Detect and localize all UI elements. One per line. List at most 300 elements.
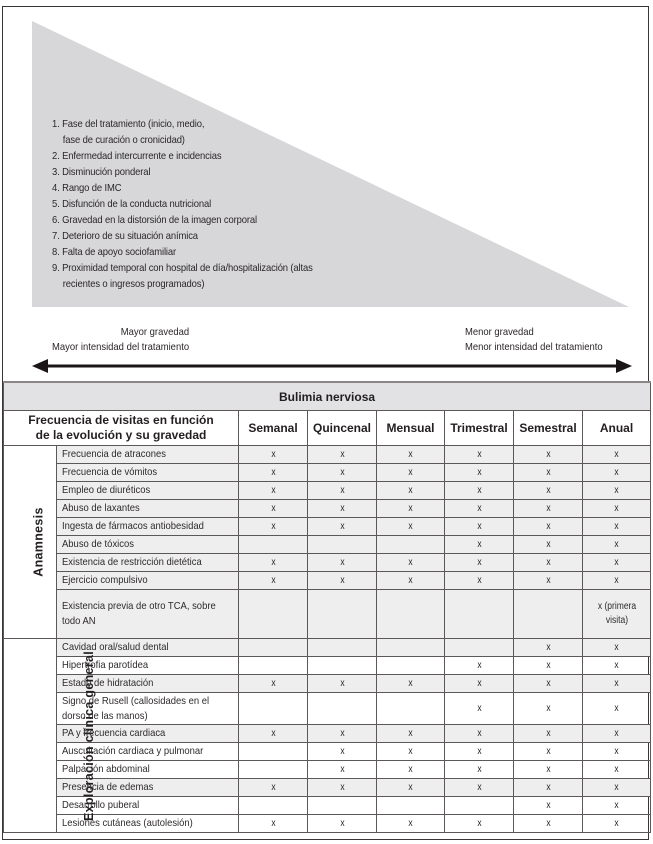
frequency-mark: x (408, 466, 413, 478)
frequency-mark-cell (514, 815, 583, 833)
frequency-mark: x (476, 702, 482, 714)
frequency-mark-cell (514, 554, 583, 572)
frequency-mark: x (614, 556, 619, 568)
frequency-mark-cell (445, 446, 514, 464)
frequency-mark-cell (445, 779, 514, 797)
factor-list (52, 116, 313, 292)
frequency-mark-cell (583, 693, 651, 725)
row-item-label (57, 693, 239, 725)
frequency-mark: x (408, 574, 413, 586)
table-row (4, 446, 651, 464)
frequency-mark-cell (583, 779, 651, 797)
group-label: Exploración clínica general (81, 650, 96, 821)
scale-low-severity: Menor gravedad (465, 326, 534, 338)
frequency-mark: x (476, 727, 482, 739)
frequency-mark: x (339, 484, 345, 496)
group-label: Anamnesis (31, 507, 46, 577)
frequency-mark-cell (239, 464, 308, 482)
factor-item: 6. Gravedad en la distorsión de la imagen corporal (52, 214, 257, 226)
frequency-mark: x (339, 574, 345, 586)
row-item-text: Ejercicio compulsivo (62, 574, 148, 586)
frequency-mark-cell (239, 779, 308, 797)
frequency-mark-cell (514, 572, 583, 590)
frequency-mark: x (408, 727, 413, 739)
frequency-mark-cell (583, 446, 651, 464)
frequency-mark-cell (377, 675, 445, 693)
frequency-mark-cell (308, 500, 377, 518)
frequency-mark-cell (377, 761, 445, 779)
corner-header (4, 411, 239, 446)
frequency-mark-cell (239, 675, 308, 693)
frequency-mark-cell (583, 500, 651, 518)
factor-item-continuation: fase de curación o cronicidad) (62, 134, 185, 146)
frequency-mark: x (545, 484, 551, 496)
frequency-mark: x (545, 745, 551, 757)
frequency-mark-cell (583, 590, 651, 639)
frequency-mark: x (614, 659, 619, 671)
row-item-label (57, 725, 239, 743)
frequency-mark-cell (308, 657, 377, 675)
frequency-mark-cell (445, 464, 514, 482)
column-header-semanal: Semanal (239, 411, 308, 446)
frequency-mark-cell (239, 693, 308, 725)
frequency-mark: x (545, 502, 551, 514)
frequency-mark-cell (583, 554, 651, 572)
frequency-mark-cell (377, 500, 445, 518)
table-row (4, 536, 651, 554)
severity-diagram (3, 7, 650, 379)
frequency-mark: x (545, 641, 551, 653)
frequency-mark: x (270, 484, 276, 496)
table-row (4, 797, 651, 815)
frequency-mark-cell (239, 500, 308, 518)
frequency-mark: x (270, 817, 276, 829)
frequency-mark-cell (445, 536, 514, 554)
frequency-mark-cell (377, 446, 445, 464)
row-item-text: Lesiones cutáneas (autolesión) (62, 817, 193, 829)
frequency-mark: x (408, 520, 413, 532)
frequency-mark: x (408, 763, 413, 775)
frequency-mark-cell (514, 797, 583, 815)
frequency-mark-cell (445, 572, 514, 590)
frequency-mark: x (270, 727, 276, 739)
frequency-mark: x (614, 466, 619, 478)
frequency-mark-cell (583, 464, 651, 482)
frequency-mark-cell (239, 536, 308, 554)
frequency-mark-cell (239, 482, 308, 500)
column-header-semestral: Semestral (514, 411, 583, 446)
frequency-mark: x (476, 448, 482, 460)
factor-item: 5. Disfunción de la conducta nutricional (52, 198, 212, 210)
frequency-mark: x (476, 502, 482, 514)
factor-item: 1. Fase del tratamiento (inicio, medio, (52, 118, 205, 130)
frequency-mark: x (614, 763, 619, 775)
frequency-mark-cell (583, 815, 651, 833)
row-item-text: Frecuencia de atracones (62, 448, 167, 460)
frequency-mark: x (476, 538, 482, 550)
frequency-mark-cell (514, 482, 583, 500)
frequency-mark-cell (308, 725, 377, 743)
frequency-mark-cell (377, 725, 445, 743)
frequency-mark-cell (583, 572, 651, 590)
frequency-mark-cell (239, 446, 308, 464)
frequency-mark-cell (514, 518, 583, 536)
frequency-mark-cell (514, 779, 583, 797)
frequency-mark-cell (583, 536, 651, 554)
frequency-mark-cell (239, 554, 308, 572)
row-item-label (57, 590, 239, 639)
table-row (4, 482, 651, 500)
frequency-mark: x (545, 466, 551, 478)
row-item-text: Palpación abdominal (62, 763, 150, 775)
frequency-mark: x (408, 556, 413, 568)
frequency-mark: x (408, 677, 413, 689)
frequency-mark-cell (239, 518, 308, 536)
scale-label-low (465, 325, 603, 355)
frequency-mark: x (339, 448, 345, 460)
frequency-mark: x (545, 574, 551, 586)
frequency-mark: x (339, 763, 345, 775)
row-item-text: Abuso de laxantes (62, 502, 140, 514)
row-item-text: Existencia previa de otro TCA, sobre todo AN (62, 600, 216, 627)
row-item-text: Desarrollo puberal (62, 799, 140, 811)
frequency-mark: x (614, 484, 619, 496)
frequency-mark: x (545, 677, 551, 689)
frequency-mark-cell (514, 639, 583, 657)
frequency-mark: x (270, 556, 276, 568)
arrow-head-right (616, 359, 632, 373)
frequency-mark-cell (308, 590, 377, 639)
frequency-mark: x (339, 502, 345, 514)
frequency-mark: x (545, 781, 551, 793)
frequency-mark-cell (377, 779, 445, 797)
frequency-mark: x (614, 538, 619, 550)
frequency-mark: x (339, 556, 345, 568)
frequency-mark-cell (583, 482, 651, 500)
frequency-mark: x (614, 817, 619, 829)
frequency-mark: x (270, 520, 276, 532)
frequency-mark-cell (445, 693, 514, 725)
frequency-mark-cell (308, 482, 377, 500)
row-item-label (57, 464, 239, 482)
column-header-quincenal: Quincenal (308, 411, 377, 446)
frequency-mark-cell (308, 761, 377, 779)
frequency-mark: x (339, 745, 345, 757)
table-row (4, 761, 651, 779)
frequency-mark: x (270, 574, 276, 586)
frequency-mark: x (545, 727, 551, 739)
frequency-mark-cell (377, 657, 445, 675)
frequency-mark: x (476, 520, 482, 532)
row-item-text: Frecuencia de vómitos (62, 466, 158, 478)
frequency-mark-cell (377, 482, 445, 500)
row-item-label (57, 572, 239, 590)
frequency-mark: x (614, 641, 619, 653)
row-item-label (57, 761, 239, 779)
frequency-mark: x (339, 727, 345, 739)
table-row (4, 518, 651, 536)
corner-header-line1: Frecuencia de visitas en función (28, 413, 214, 427)
row-item-text: Presencia de edemas (62, 781, 154, 793)
frequency-mark: x (545, 702, 551, 714)
frequency-mark-cell (514, 675, 583, 693)
row-item-text: Abuso de tóxicos (62, 538, 134, 550)
frequency-mark-cell (514, 500, 583, 518)
frequency-mark: x (614, 502, 619, 514)
frequency-mark-cell (239, 590, 308, 639)
scale-high-severity: Mayor gravedad (120, 326, 190, 338)
frequency-mark-cell (239, 572, 308, 590)
frequency-mark: x (614, 727, 619, 739)
frequency-mark: x (614, 781, 619, 793)
row-item-label (57, 554, 239, 572)
table-row (4, 464, 651, 482)
factor-item-continuation: recientes o ingresos programados) (62, 278, 205, 290)
frequency-mark-cell (583, 797, 651, 815)
row-item-text: Auscultación cardiaca y pulmonar (62, 745, 204, 757)
frequency-mark-cell (377, 590, 445, 639)
frequency-mark-cell (445, 590, 514, 639)
row-item-label (57, 639, 239, 657)
scale-high-intensity: Mayor intensidad del tratamiento (51, 341, 190, 353)
factor-item: 8. Falta de apoyo sociofamiliar (52, 246, 177, 258)
frequency-mark-cell (308, 518, 377, 536)
table-title: Bulimia nerviosa (4, 382, 651, 411)
factor-item: 4. Rango de IMC (52, 182, 122, 194)
frequency-mark: x (339, 781, 345, 793)
row-item-label (57, 779, 239, 797)
frequency-mark-cell (308, 743, 377, 761)
row-item-label (57, 797, 239, 815)
frequency-mark-cell (445, 725, 514, 743)
factor-item: 2. Enfermedad intercurrente e incidencias (52, 150, 222, 162)
frequency-mark: x (476, 745, 482, 757)
frequency-mark: x (408, 781, 413, 793)
frequency-mark: x (339, 520, 345, 532)
factor-item: 7. Deterioro de su situación anímica (52, 230, 198, 242)
frequency-mark: x (545, 556, 551, 568)
frequency-mark-cell (377, 464, 445, 482)
row-item-label (57, 446, 239, 464)
table-row (4, 779, 651, 797)
column-header-mensual: Mensual (377, 411, 445, 446)
row-item-text: Empleo de diuréticos (62, 484, 151, 496)
table-title-row (4, 382, 651, 411)
frequency-mark-cell (445, 500, 514, 518)
table-row (4, 500, 651, 518)
frequency-mark: x (270, 677, 276, 689)
frequency-mark-cell (308, 464, 377, 482)
row-item-text: Estado de hidratación (62, 677, 154, 689)
frequency-mark-cell (583, 743, 651, 761)
frequency-mark-cell (514, 464, 583, 482)
table-row (4, 693, 651, 725)
frequency-mark-cell (445, 657, 514, 675)
frequency-mark-cell (308, 779, 377, 797)
frequency-mark-cell (583, 657, 651, 675)
frequency-mark: x (614, 745, 619, 757)
frequency-mark: x (270, 781, 276, 793)
frequency-mark-cell (308, 572, 377, 590)
frequency-mark-cell (583, 675, 651, 693)
column-header-anual: Anual (583, 411, 651, 446)
frequency-mark-cell (239, 815, 308, 833)
frequency-mark-cell (514, 693, 583, 725)
frequency-mark: x (476, 817, 482, 829)
frequency-mark: x (545, 538, 551, 550)
frequency-mark-cell (583, 761, 651, 779)
frequency-mark-cell (445, 815, 514, 833)
row-item-label (57, 743, 239, 761)
frequency-mark-cell (514, 725, 583, 743)
arrow-head-left (32, 359, 48, 373)
frequency-mark-cell (377, 572, 445, 590)
figure-frame (2, 6, 649, 840)
group-label-cell (4, 639, 96, 833)
frequency-mark-cell (377, 536, 445, 554)
frequency-mark-cell (239, 797, 308, 815)
frequency-mark: x (614, 448, 619, 460)
frequency-mark-cell (308, 815, 377, 833)
table-row (4, 815, 651, 833)
frequency-mark: x (614, 677, 619, 689)
frequency-mark-cell (445, 518, 514, 536)
table-row (4, 554, 651, 572)
frequency-mark-cell (308, 675, 377, 693)
frequency-mark-cell (239, 725, 308, 743)
group-label-cell (4, 446, 57, 639)
row-item-label (57, 500, 239, 518)
row-item-text: Signo de Rusell (callosidades en el dorso de las manos) (62, 694, 210, 722)
frequency-mark: x (408, 502, 413, 514)
frequency-mark: x (476, 781, 482, 793)
frequency-mark-cell (514, 590, 583, 639)
frequency-mark: x (476, 677, 482, 689)
frequency-mark: x (476, 556, 482, 568)
frequency-mark: x (408, 448, 413, 460)
frequency-mark-cell (445, 743, 514, 761)
frequency-mark: x (545, 520, 551, 532)
frequency-mark-cell (308, 693, 377, 725)
row-item-label (57, 675, 239, 693)
frequency-mark-cell (308, 639, 377, 657)
factor-item: 3. Disminución ponderal (52, 166, 151, 178)
row-item-text: Hipertrofia parotídea (62, 659, 149, 671)
frequency-mark-cell (377, 554, 445, 572)
table-row (4, 657, 651, 675)
table-row (4, 743, 651, 761)
frequency-mark: x (476, 763, 482, 775)
frequency-mark-cell (514, 743, 583, 761)
frequency-mark: x (339, 677, 345, 689)
frequency-mark: x (545, 799, 551, 811)
row-item-label (57, 536, 239, 554)
frequency-mark: x (614, 574, 619, 586)
frequency-mark-cell (308, 554, 377, 572)
frequency-mark: x (545, 659, 551, 671)
frequency-mark: x (614, 799, 619, 811)
factor-item: 9. Proximidad temporal con hospital de día/hospitalización (altas (52, 262, 313, 274)
frequency-mark-cell (514, 761, 583, 779)
frequency-mark: x (545, 763, 551, 775)
frequency-mark-cell (377, 797, 445, 815)
table-row (4, 675, 651, 693)
column-header-trimestral: Trimestral (445, 411, 514, 446)
frequency-mark: x (408, 484, 413, 496)
row-item-label (57, 815, 239, 833)
table-row (4, 590, 651, 639)
frequency-mark-cell (514, 446, 583, 464)
row-item-label (57, 518, 239, 536)
row-item-text: Cavidad oral/salud dental (62, 641, 169, 653)
row-item-text: PA y frecuencia cardiaca (62, 727, 166, 739)
frequency-mark: x (270, 502, 276, 514)
row-item-text: Ingesta de fármacos antiobesidad (62, 520, 204, 532)
frequency-mark-cell (377, 518, 445, 536)
table-row (4, 725, 651, 743)
frequency-mark: x (339, 817, 345, 829)
frequency-mark: x (476, 659, 482, 671)
frequency-mark: x (545, 817, 551, 829)
frequency-mark-cell (239, 761, 308, 779)
frequency-mark-cell (514, 657, 583, 675)
frequency-mark: x (614, 520, 619, 532)
frequency-mark-cell (445, 761, 514, 779)
double-arrow-icon (32, 357, 632, 375)
frequency-mark: x (270, 448, 276, 460)
frequency-mark: x (614, 702, 619, 714)
frequency-mark-cell (583, 639, 651, 657)
frequency-mark-cell (377, 693, 445, 725)
frequency-mark-cell (445, 675, 514, 693)
frequency-mark-cell (583, 725, 651, 743)
frequency-mark: x (408, 817, 413, 829)
frequency-mark-cell (239, 657, 308, 675)
frequency-mark: x (primera visita) (597, 601, 636, 626)
frequency-mark-cell (514, 536, 583, 554)
frequency-mark-cell (239, 639, 308, 657)
frequency-mark-cell (377, 815, 445, 833)
frequency-mark: x (408, 745, 413, 757)
scale-label-high (38, 325, 189, 355)
table-row (4, 639, 651, 657)
table-row (4, 572, 651, 590)
frequency-mark-cell (445, 482, 514, 500)
frequency-mark: x (476, 466, 482, 478)
row-item-label (57, 657, 239, 675)
frequency-mark-cell (308, 797, 377, 815)
frequency-mark-cell (308, 446, 377, 464)
corner-header-line2: de la evolución y su gravedad (35, 428, 207, 442)
scale-low-intensity: Menor intensidad del tratamiento (465, 341, 603, 353)
row-item-label (57, 482, 239, 500)
table-header-row (4, 411, 651, 446)
frequency-mark-cell (377, 639, 445, 657)
row-item-text: Existencia de restricción dietética (62, 556, 202, 568)
frequency-mark: x (545, 448, 551, 460)
frequency-mark: x (476, 574, 482, 586)
frequency-mark-cell (377, 743, 445, 761)
frequency-mark-cell (445, 797, 514, 815)
frequency-mark: x (270, 466, 276, 478)
frequency-mark-cell (445, 554, 514, 572)
frequency-mark: x (476, 484, 482, 496)
visit-frequency-table (3, 381, 651, 833)
frequency-mark-cell (239, 743, 308, 761)
frequency-mark-cell (445, 639, 514, 657)
frequency-mark-cell (583, 518, 651, 536)
frequency-mark-cell (308, 536, 377, 554)
